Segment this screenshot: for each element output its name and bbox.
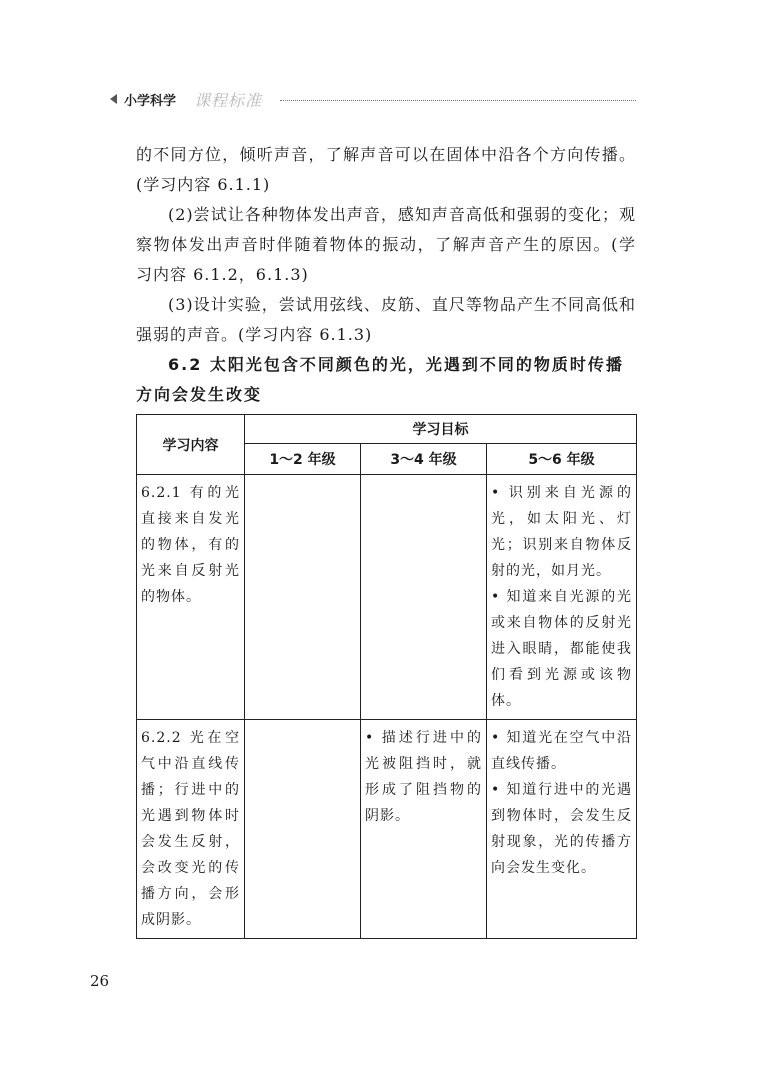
- grade-3-4-cell: • 描述行进中的光被阻挡时，就形成了阻挡物的阴影。: [361, 720, 487, 939]
- header-series-title: 小学科学: [124, 94, 177, 109]
- header-book-title: 课程标准: [194, 91, 263, 110]
- content-cell: 6.2.2 光在空气中沿直线传播；行进中的光遇到物体时会发生反射，会改变光的传播方向，会形成阴影。: [137, 720, 245, 939]
- running-header: [110, 88, 636, 110]
- paragraph-2: (2)尝试让各种物体发出声音，感知声音高低和强弱的变化；观察物体发出声音时伴随着物体的振动，了解声音产生的原因。(学习内容 6.1.2，6.1.3): [136, 205, 636, 284]
- goal-bullet: • 识别来自光源的光，如太阳光、灯光；识别来自物体反射的光，如月光。: [491, 485, 632, 579]
- header-learning-goals: 学习目标: [245, 415, 637, 444]
- grade-5-6-cell: [487, 475, 637, 720]
- learning-goals-table: [136, 414, 637, 939]
- paragraph-1: 的不同方位，倾听声音，了解声音可以在固体中沿各个方向传播。(学习内容 6.1.1): [136, 145, 636, 194]
- left-triangle-icon: [110, 94, 117, 104]
- header-learning-content: 学习内容: [137, 415, 245, 475]
- goal-bullet: • 知道行进中的光遇到物体时，会发生反射现象，光的传播方向会发生变化。: [491, 782, 632, 876]
- content-cell: 6.2.1 有的光直接来自发光的物体，有的光来自反射光的物体。: [137, 475, 245, 720]
- page-number: 26: [90, 972, 110, 990]
- grade-3-4-cell: [361, 475, 487, 720]
- goal-bullet: • 知道光在空气中沿直线传播。: [491, 730, 632, 772]
- grade-1-2-cell: [245, 720, 361, 939]
- header-dotted-rule: [280, 100, 636, 101]
- goal-bullet: • 知道来自光源的光或来自物体的反射光进入眼睛，都能使我们看到光源或该物体。: [491, 589, 632, 709]
- grade-5-6-cell: [487, 720, 637, 939]
- header-grade-1-2: 1～2 年级: [245, 444, 361, 475]
- table-row: [137, 720, 637, 939]
- header-grade-3-4: 3～4 年级: [361, 444, 487, 475]
- section-heading: 6.2 太阳光包含不同颜色的光，光遇到不同的物质时传播方向会发生改变: [136, 355, 624, 404]
- table-row: [137, 475, 637, 720]
- header-grade-5-6: 5～6 年级: [487, 444, 637, 475]
- grade-1-2-cell: [245, 475, 361, 720]
- paragraph-3: (3)设计实验，尝试用弦线、皮筋、直尺等物品产生不同高低和强弱的声音。(学习内容 6.1.3): [136, 295, 636, 344]
